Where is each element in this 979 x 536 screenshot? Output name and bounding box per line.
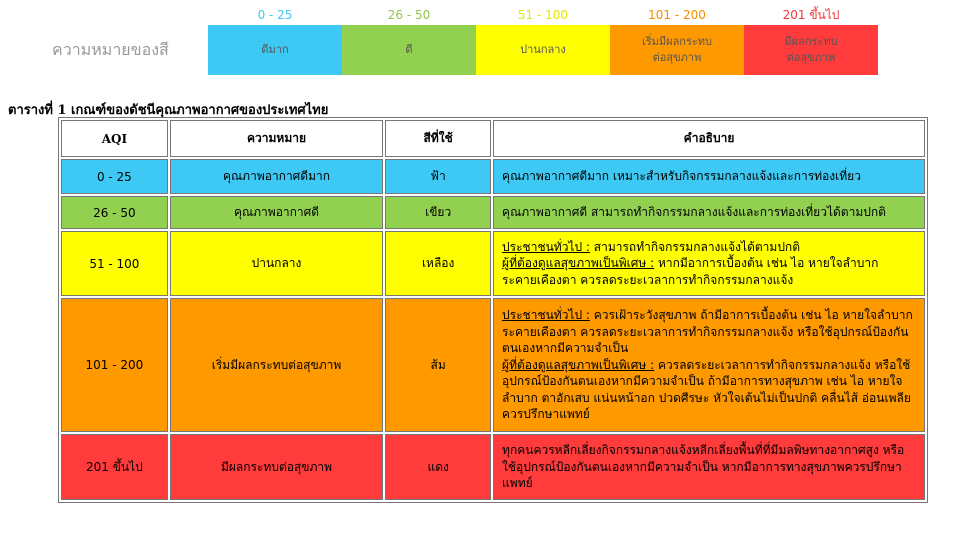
color-name-cell: แดง [385,434,491,500]
table-row [61,298,925,432]
legend-title: ความหมายของสี [52,40,169,59]
legend-swatch: มีผลกระทบ ต่อสุขภาพ [744,25,878,75]
header-meaning: ความหมาย [170,120,384,157]
meaning-cell: คุณภาพอากาศดี [170,196,384,229]
meaning-cell: ปานกลาง [170,231,384,296]
general-public-label: ประชาชนทั่วไป : [502,308,590,323]
table-row [61,434,925,500]
description-cell: คุณภาพอากาศดีมาก เหมาะสำหรับกิจกรรมกลางแจ้งและการท่องเที่ยว [493,159,925,194]
color-legend [208,8,878,75]
sensitive-group-text: หากมีอาการเบื้องต้น เช่น ไอ หายใจลำบาก ระคายเคืองตา ควรลดระยะเวลาการทำกิจกรรมกลางแจ้ง [502,256,879,287]
description-cell [493,298,925,432]
legend-swatch: ปานกลาง [476,25,610,75]
aqi-range-cell: 51 - 100 [61,231,168,296]
legend-range: 26 - 50 [387,8,431,22]
color-name-cell: เหลือง [385,231,491,296]
table-header-row [61,120,925,157]
aqi-table [58,117,928,503]
legend-swatch: ดี [342,25,476,75]
header-description: คำอธิบาย [493,120,925,157]
legend-range: 101 - 200 [648,8,706,22]
description-cell [493,231,925,296]
header-color: สีที่ใช้ [385,120,491,157]
meaning-cell: คุณภาพอากาศดีมาก [170,159,384,194]
aqi-range-cell: 0 - 25 [61,159,168,194]
aqi-range-cell: 26 - 50 [61,196,168,229]
legend-boxes [208,25,878,75]
legend-range: 0 - 25 [257,8,293,22]
legend-range: 51 - 100 [517,8,569,22]
table-row [61,196,925,229]
table-caption: ตารางที่ 1 เกณฑ์ของดัชนีคุณภาพอากาศของประเทศไทย [8,103,329,118]
legend-range: 201 ขึ้นไป [782,8,840,22]
legend-swatch: ดีมาก [208,25,342,75]
table-row [61,231,925,296]
meaning-cell: มีผลกระทบต่อสุขภาพ [170,434,384,500]
sensitive-group-label: ผู้ที่ต้องดูแลสุขภาพเป็นพิเศษ : [502,256,655,271]
header-aqi: AQI [61,120,168,157]
aqi-range-cell: 201 ขึ้นไป [61,434,168,500]
sensitive-group-label: ผู้ที่ต้องดูแลสุขภาพเป็นพิเศษ : [502,357,655,372]
color-name-cell: เขียว [385,196,491,229]
description-cell: ทุกคนควรหลีกเลี่ยงกิจกรรมกลางแจ้งหลีกเลี่ยงพื้นที่ที่มีมลพิษทางอากาศสูง หรือใช้อุปกรณ์ป้องกันตนเองหากมีความจำเป็น หากมีอาการทางสุขภาพควรปรึกษาแพทย์ [493,434,925,500]
color-name-cell: ฟ้า [385,159,491,194]
legend-ranges [208,8,878,25]
table-row [61,159,925,194]
general-public-label: ประชาชนทั่วไป : [502,239,590,254]
meaning-cell: เริ่มมีผลกระทบต่อสุขภาพ [170,298,384,432]
aqi-range-cell: 101 - 200 [61,298,168,432]
legend-swatch: เริ่มมีผลกระทบ ต่อสุขภาพ [610,25,744,75]
general-public-text: ควรเฝ้าระวังสุขภาพ ถ้ามีอาการเบื้องต้น เช่น ไอ หายใจลำบาก ระคายเคืองตา ควรลดระยะเวลาการทำกิจกรรมกลางแจ้ง หรือใช้อุปกรณ์ป้องกันตนเองหากมีความจำเป็น [502,308,913,356]
description-cell: คุณภาพอากาศดี สามารถทำกิจกรรมกลางแจ้งและการท่องเที่ยวได้ตามปกติ [493,196,925,229]
general-public-text: สามารถทำกิจกรรมกลางแจ้งได้ตามปกติ [589,239,800,254]
sensitive-group-text: ควรลดระยะเวลาการทำกิจกรรมกลางแจ้ง หรือใช้อุปกรณ์ป้องกันตนเองหากมีความจำเป็น ถ้ามีอาการทางสุขภาพ เช่น ไอ หายใจลำบาก ตาอักเสบ แน่นหน้าอก ปวดศีรษะ หัวใจเต้นไม่เป็นปกติ คลื่นไส้ อ่อนเพลีย ควรปรึกษาแพทย์ [502,357,911,422]
color-name-cell: ส้ม [385,298,491,432]
